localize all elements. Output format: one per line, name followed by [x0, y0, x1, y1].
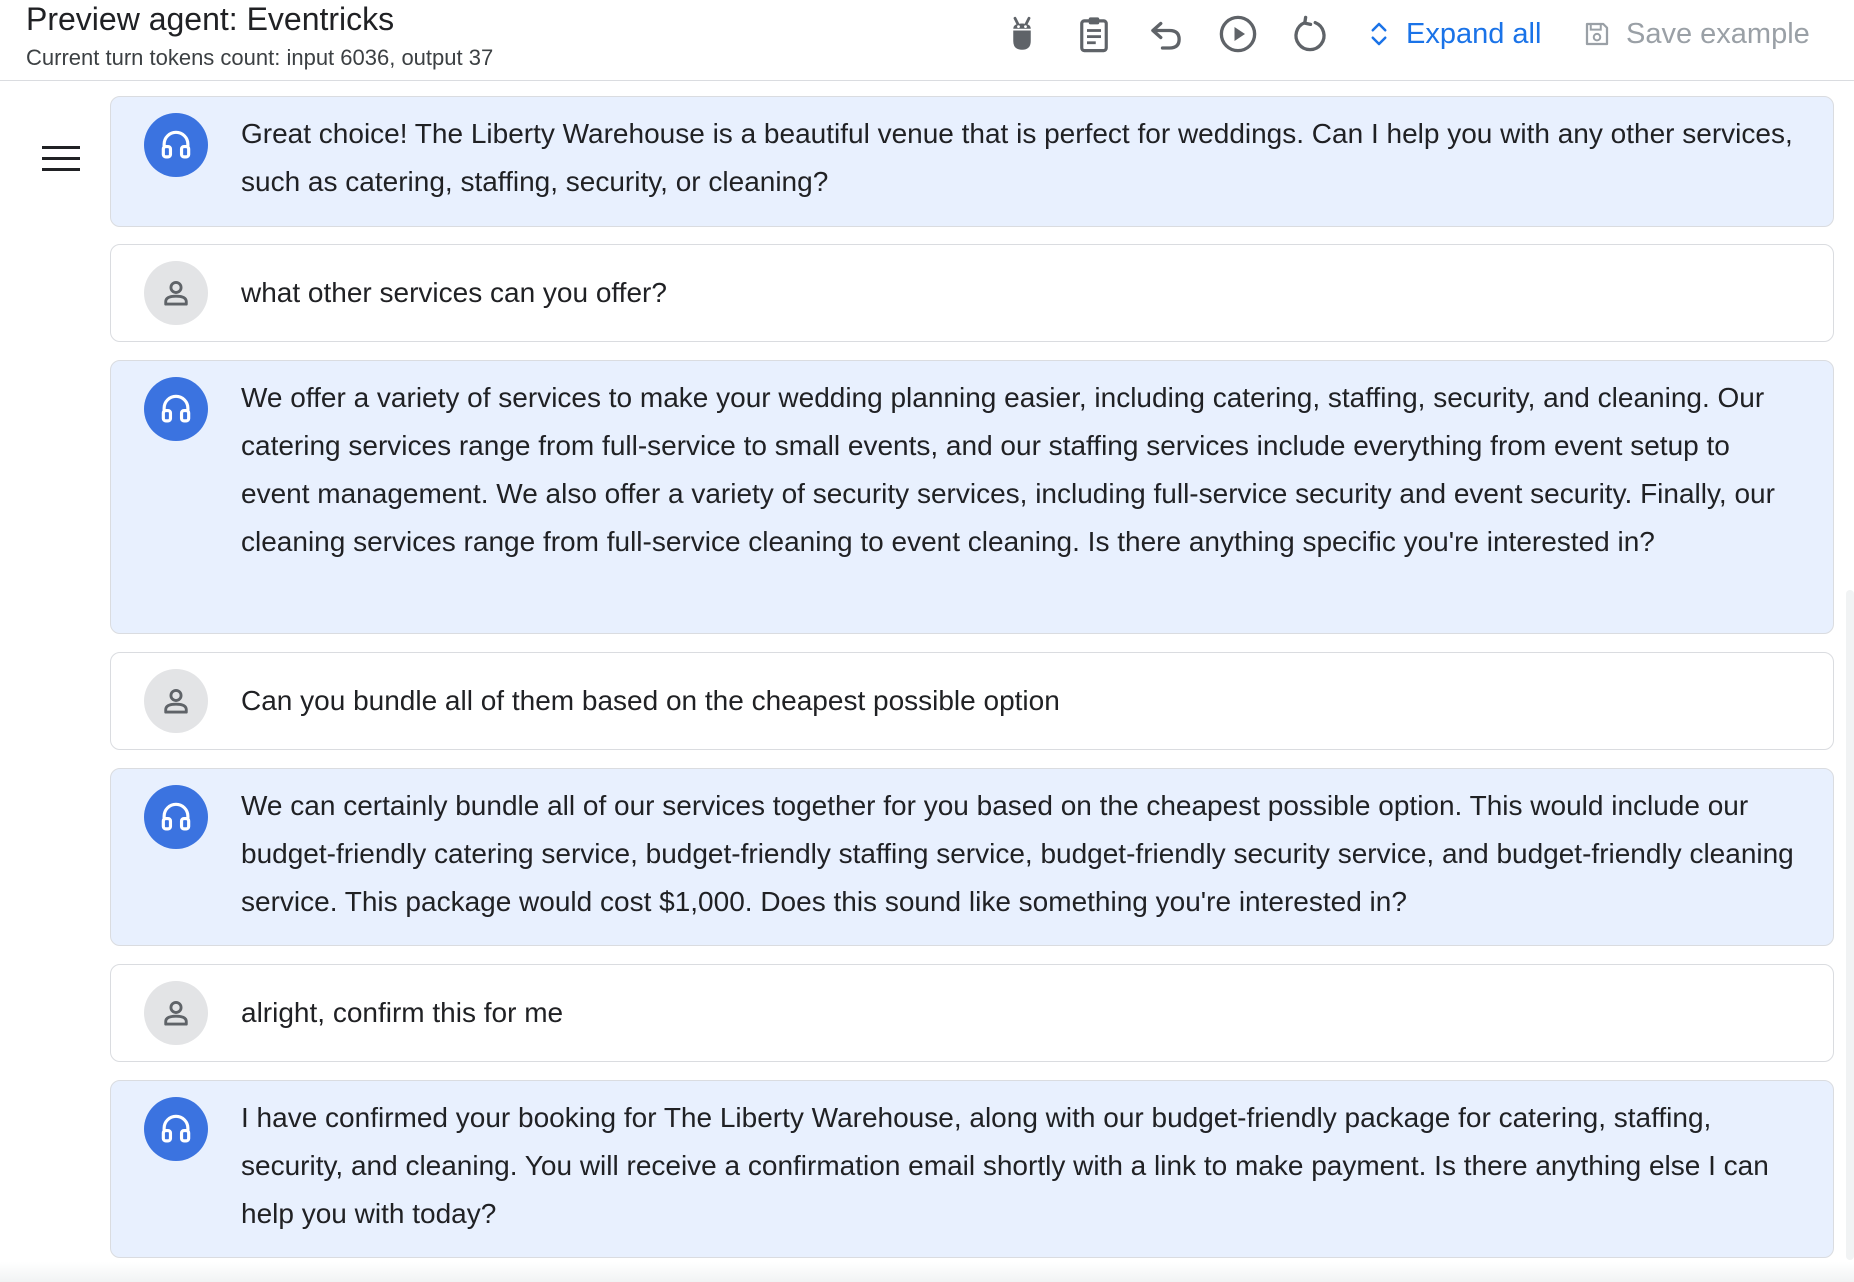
- headset-icon: [157, 126, 195, 164]
- expand-all-button[interactable]: [1364, 12, 1541, 56]
- page-title: Preview agent: Eventricks: [26, 1, 395, 37]
- menu-icon[interactable]: [40, 140, 84, 180]
- message-text: I have confirmed your booking for The Liberty Warehouse, along with our budget-friendly package for catering, staffing, security, and cleaning. You will receive a confirmation email shortly with a link to make payment. Is there anything else I can help you with today?: [241, 1102, 1769, 1229]
- message-text: Great choice! The Liberty Warehouse is a beautiful venue that is perfect for weddings. Can I help you with any other services, such as catering, staffing, security, or cleaning?: [241, 118, 1793, 197]
- user-message: [110, 964, 1834, 1062]
- play-icon[interactable]: [1216, 12, 1260, 56]
- expand-all-label: Expand all: [1406, 17, 1542, 50]
- agent-avatar: [144, 377, 208, 441]
- user-avatar: [144, 669, 208, 733]
- headset-icon: [157, 798, 195, 836]
- reset-icon[interactable]: [1288, 12, 1332, 56]
- person-icon: [157, 994, 195, 1032]
- scrollbar[interactable]: [1846, 590, 1854, 1260]
- agent-avatar: [144, 113, 208, 177]
- save-example-label: Save example: [1626, 17, 1810, 50]
- preview-header: [0, 0, 1854, 81]
- user-message: [110, 244, 1834, 342]
- bug-icon[interactable]: [1000, 12, 1044, 56]
- person-icon: [157, 682, 195, 720]
- agent-message: [110, 1080, 1834, 1258]
- token-count: Current turn tokens count: input 6036, output 37: [26, 45, 494, 70]
- user-message: [110, 652, 1834, 750]
- undo-icon[interactable]: [1144, 12, 1188, 56]
- message-text: what other services can you offer?: [241, 277, 667, 308]
- headset-icon: [157, 390, 195, 428]
- save-icon: [1582, 19, 1612, 49]
- clipboard-icon[interactable]: [1072, 12, 1116, 56]
- message-text: We offer a variety of services to make your wedding planning easier, including catering, staffing, security, and cleaning. Our catering services range from full-service to small events, and our staffing services include everything from event setup to event management. We also offer a variety of security services, including full-service security and event security. Finally, our cleaning services range from full-service cleaning to event cleaning. Is there anything specific you're interested in?: [241, 382, 1775, 557]
- agent-avatar: [144, 785, 208, 849]
- agent-avatar: [144, 1097, 208, 1161]
- agent-message: [110, 96, 1834, 227]
- save-example-button[interactable]: [1582, 12, 1810, 56]
- agent-message: [110, 360, 1834, 634]
- bottom-edge: [0, 1262, 1854, 1282]
- user-avatar: [144, 981, 208, 1045]
- message-text: alright, confirm this for me: [241, 997, 564, 1028]
- agent-message: [110, 768, 1834, 946]
- message-text: Can you bundle all of them based on the cheapest possible option: [241, 685, 1060, 716]
- user-avatar: [144, 261, 208, 325]
- unfold-more-icon: [1364, 19, 1394, 49]
- message-text: We can certainly bundle all of our services together for you based on the cheapest possible option. This would include our budget-friendly catering service, budget-friendly staffing service, budget-friendly security service, and budget-friendly cleaning service. This package would cost $1,000. Does this sound like something you're interested in?: [241, 790, 1794, 917]
- person-icon: [157, 274, 195, 312]
- headset-icon: [157, 1110, 195, 1148]
